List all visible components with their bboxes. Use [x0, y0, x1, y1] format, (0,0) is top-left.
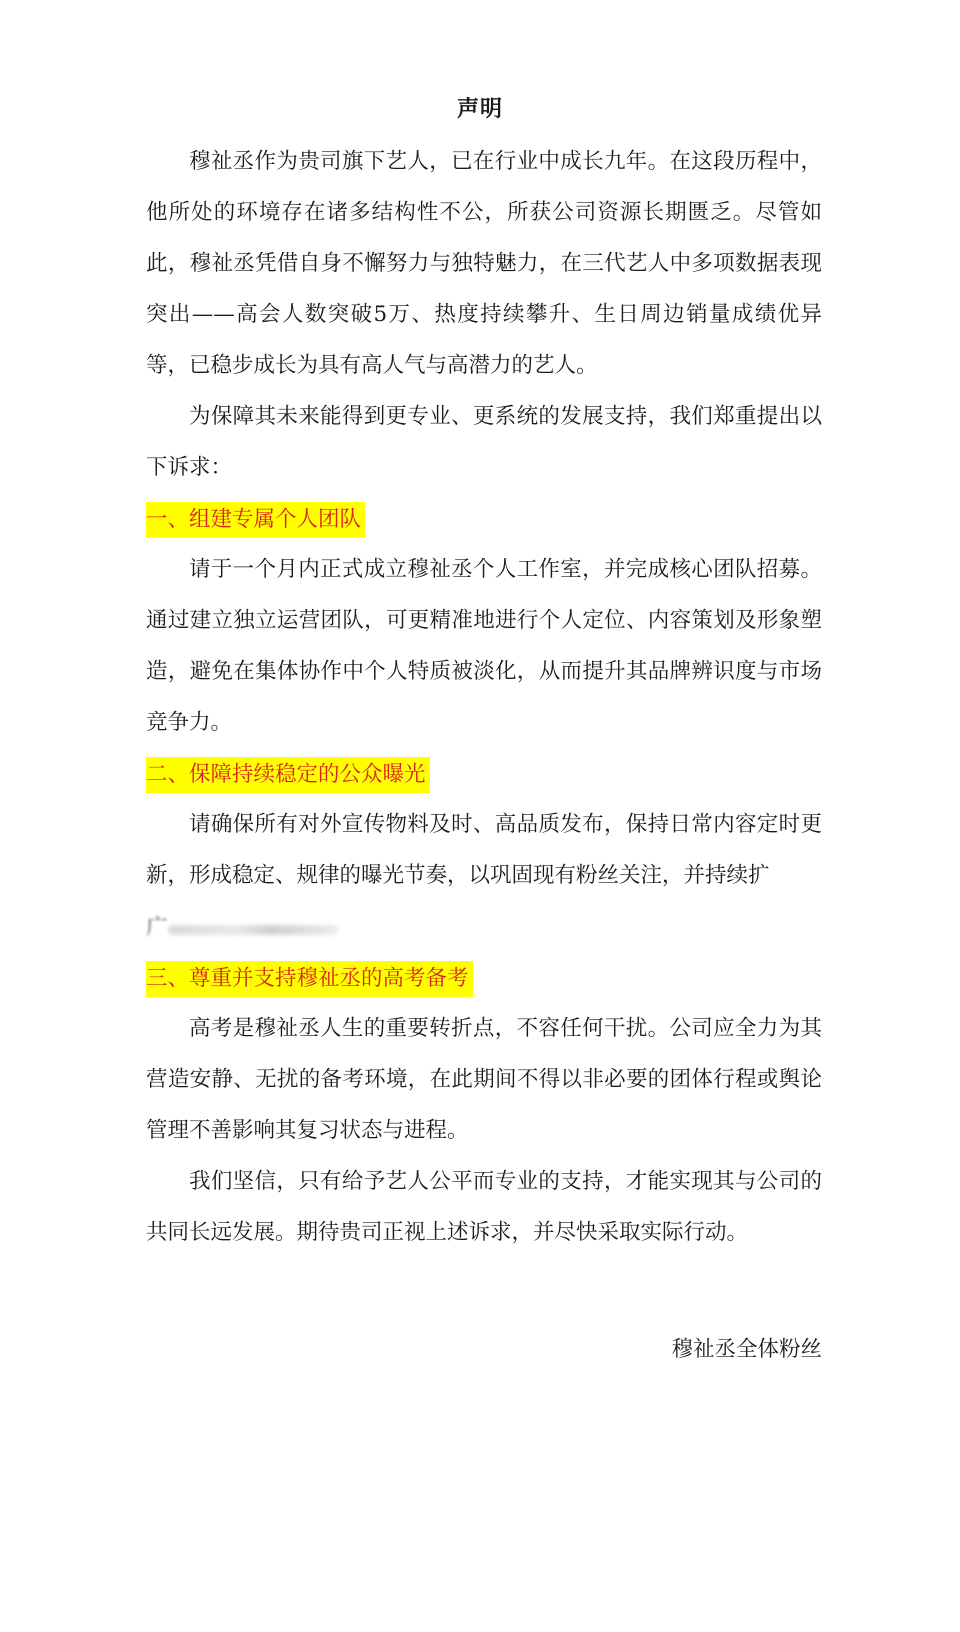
section-1-body: 请于一个月内正式成立穆祉丞个人工作室，并完成核心团队招募。通过建立独立运营团队，可更精准地进行个人定位、内容策划及形象塑造，避免在集体协作中个人特质被淡化，从而提升其品牌辨识度与市场竞争力。: [146, 557, 822, 735]
redacted-line: [146, 901, 822, 952]
document-body: [146, 136, 822, 1258]
document-title: 声明: [456, 96, 503, 122]
intro-paragraph-2: 为保障其未来能得到更专业、更系统的发展支持，我们郑重提出以下诉求：: [146, 404, 822, 480]
section-3-heading-row: [146, 952, 822, 1003]
section-2-heading-row: [146, 748, 822, 799]
section-1-heading-row: [146, 493, 822, 544]
closing-paragraph: 我们坚信，只有给予艺人公平而专业的支持，才能实现其与公司的共同长远发展。期待贵司正视上述诉求，并尽快采取实际行动。: [146, 1169, 822, 1245]
redaction-blur: [168, 925, 338, 935]
intro-paragraph-1: 穆祉丞作为贵司旗下艺人，已在行业中成长九年。在这段历程中，他所处的环境存在诸多结构性不公，所获公司资源长期匮乏。尽管如此，穆祉丞凭借自身不懈努力与独特魅力，在三代艺人中多项数据表现突出——高会人数突破5万、热度持续攀升、生日周边销量成绩优异等，已稳步成长为具有高人气与高潜力的艺人。: [146, 149, 822, 378]
section-2-heading: 二、保障持续稳定的公众曝光: [146, 757, 430, 793]
redacted-glyph: 广: [146, 915, 168, 940]
section-1-heading: 一、组建专属个人团队: [146, 502, 365, 538]
section-3-body: 高考是穆祉丞人生的重要转折点，不容任何干扰。公司应全力为其营造安静、无扰的备考环境，在此期间不得以非必要的团体行程或舆论管理不善影响其复习状态与进程。: [146, 1016, 822, 1143]
section-3-heading: 三、尊重并支持穆祉丞的高考备考: [146, 961, 473, 997]
signature: 穆祉丞全体粉丝: [671, 1337, 822, 1362]
section-2-body: 请确保所有对外宣传物料及时、高品质发布，保持日常内容定时更新，形成稳定、规律的曝光节奏，以巩固现有粉丝关注，并持续扩: [146, 812, 822, 888]
